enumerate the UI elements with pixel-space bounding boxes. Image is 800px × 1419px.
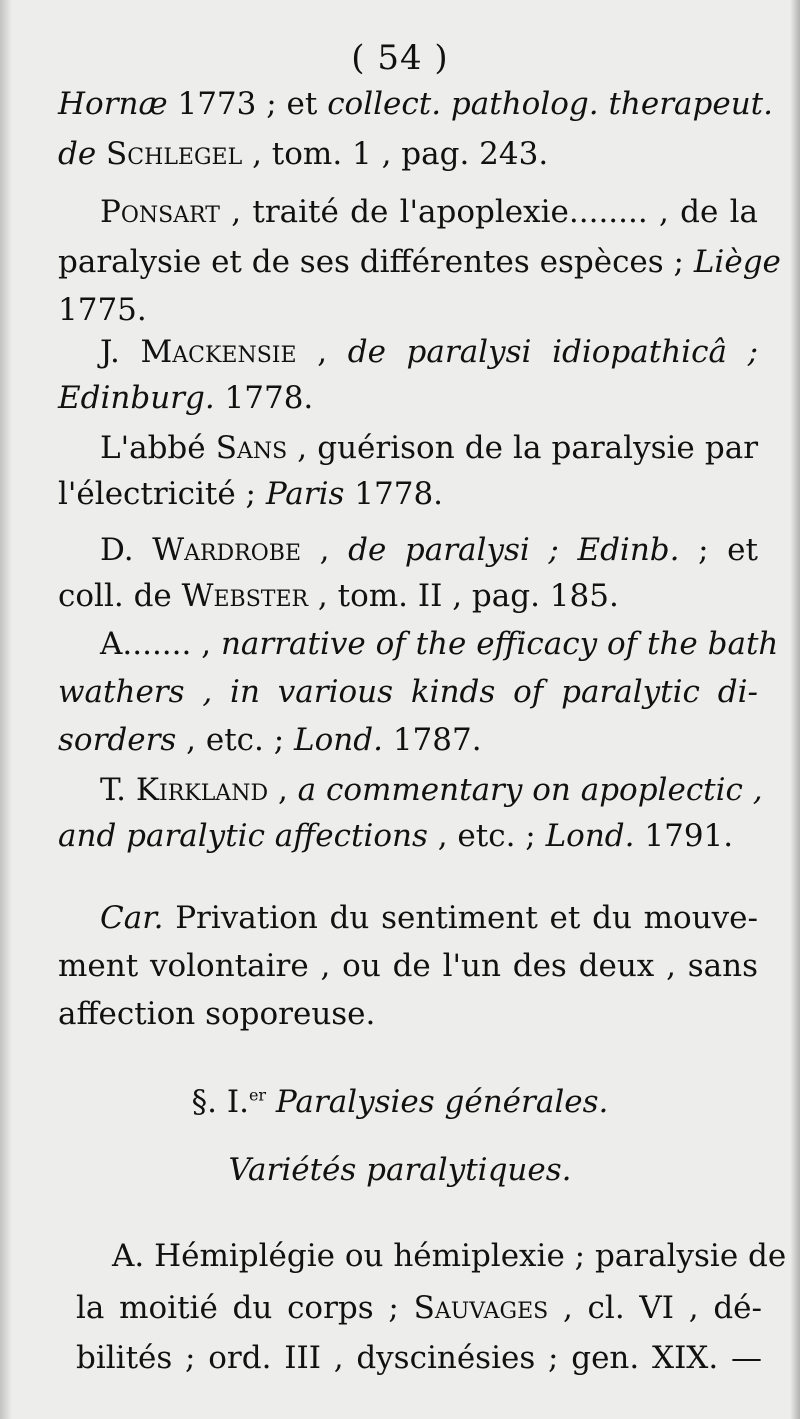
text-line: and paralytic affections , etc. ; Lond. 1791. xyxy=(58,818,734,854)
subheading: Variétés paralytiques. xyxy=(228,1152,572,1188)
text-line: bilités ; ord. III , dyscinésies ; gen. XIX. — xyxy=(76,1340,762,1376)
text-line: ment volontaire , ou de l'un des deux , sans xyxy=(58,948,758,984)
text-line: 1775. xyxy=(58,292,147,328)
text-line: D. Wardrobe , de paralysi ; Edinb. ; et xyxy=(100,532,758,568)
text-line: L'abbé Sans , guérison de la paralysie par xyxy=(100,430,759,466)
text-line: l'électricité ; Paris 1778. xyxy=(58,476,444,512)
text-line: A. Hémiplégie ou hémiplexie ; paralysie de xyxy=(112,1238,787,1274)
section-heading: §. I.$^{er}$ Paralysies générales. xyxy=(191,1084,609,1120)
text-line: A....... , narrative of the efficacy of the bath xyxy=(100,626,779,662)
text-line: paralysie et de ses différentes espèces ; Liège xyxy=(58,244,781,280)
text-line: sorders , etc. ; Lond. 1787. xyxy=(58,722,482,758)
page-edge-shadow xyxy=(790,0,800,1419)
gutter-shadow xyxy=(0,0,12,1419)
text-line: Hornæ 1773 ; et collect. patholog. therapeut. xyxy=(58,86,773,122)
text-line: affection soporeuse. xyxy=(58,996,376,1032)
text-line: coll. de Webster , tom. II , pag. 185. xyxy=(58,578,619,614)
text-line: J. Mackensie , de paralysi idiopathicâ ; xyxy=(100,334,759,370)
text-line: Car. Privation du sentiment et du mouve- xyxy=(100,900,758,936)
text-line: Ponsart , traité de l'apoplexie........ , de la xyxy=(100,194,758,230)
page-number: ( 54 ) xyxy=(351,38,449,78)
text-line: wathers , in various kinds of paralytic di- xyxy=(58,674,758,710)
text-line: T. Kirkland , a commentary on apoplectic , xyxy=(100,772,763,808)
text-line: la moitié du corps ; Sauvages , cl. VI , dé- xyxy=(76,1290,762,1326)
text-line: de Schlegel , tom. 1 , pag. 243. xyxy=(58,136,549,172)
text-line: Edinburg. 1778. xyxy=(58,380,314,416)
